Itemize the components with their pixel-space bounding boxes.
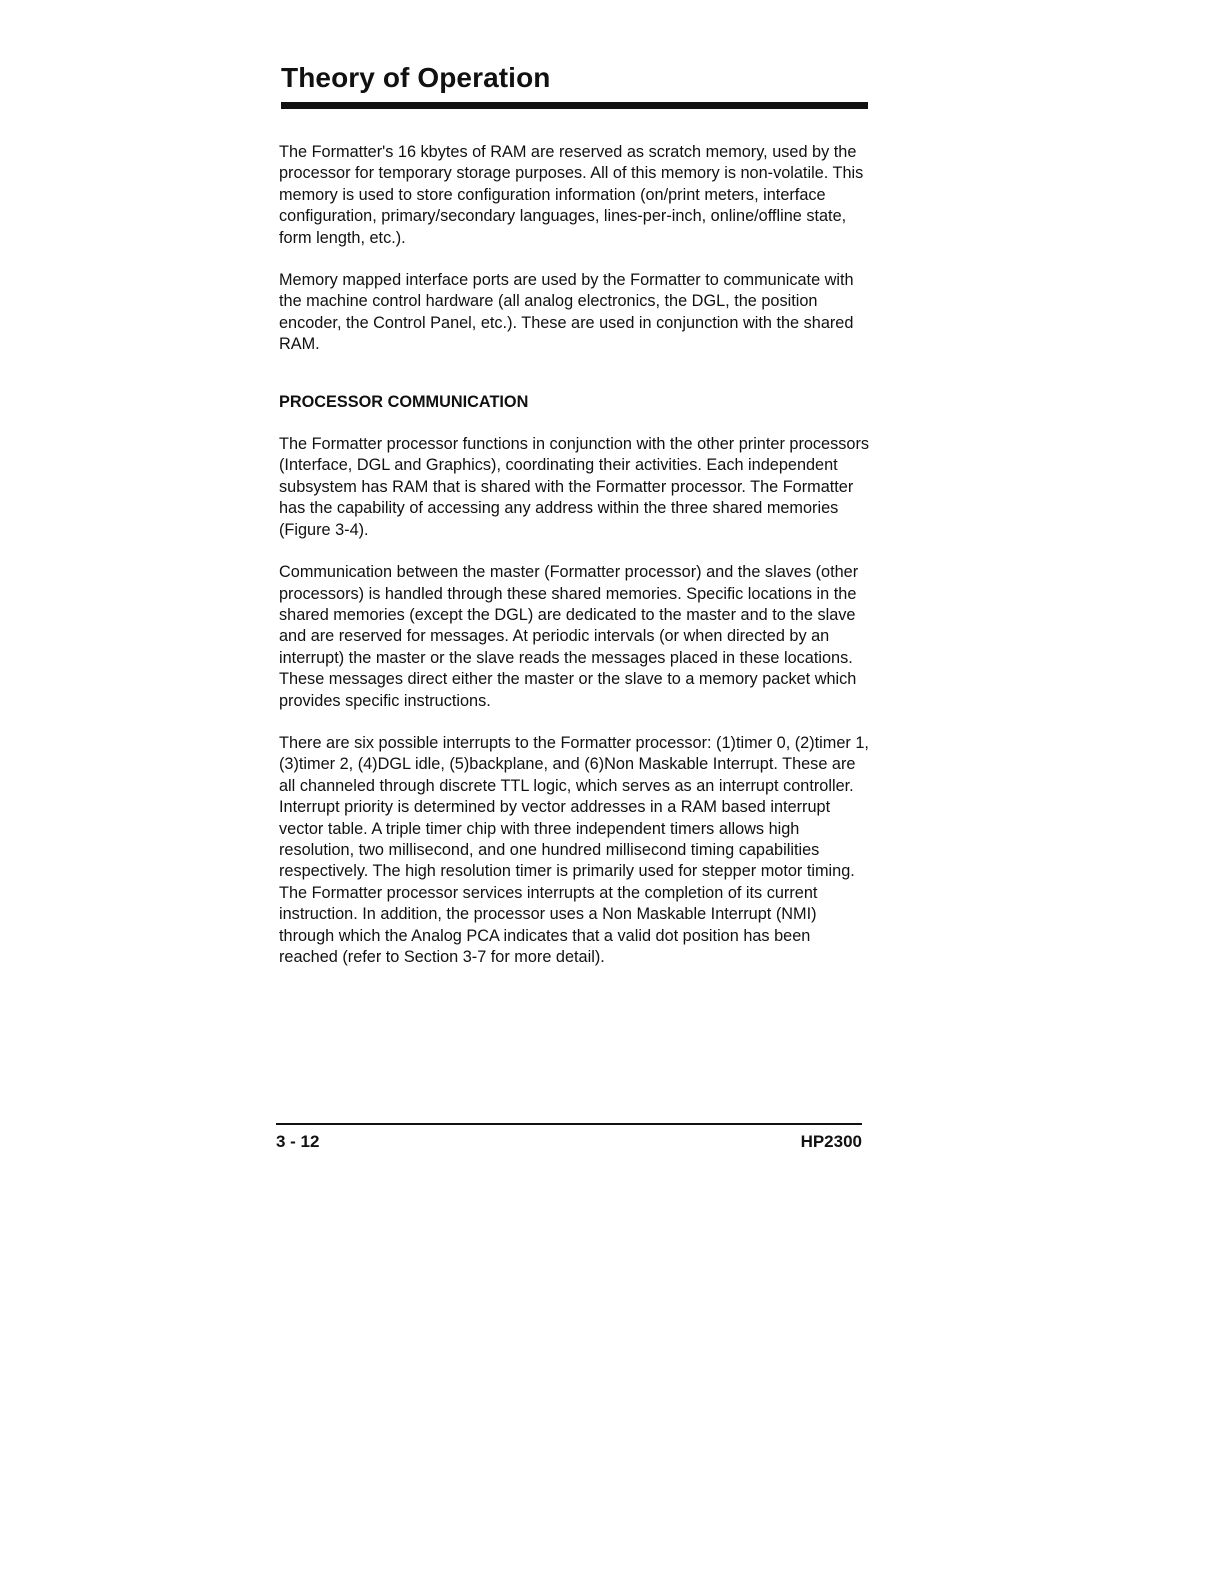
page-title: Theory of Operation: [281, 62, 551, 93]
model-name: HP2300: [800, 1132, 862, 1151]
page-number: 3 - 12: [276, 1132, 320, 1151]
page-header: [281, 60, 868, 109]
footer-row: [276, 1131, 862, 1153]
document-body: [279, 142, 869, 989]
paragraph-formatter-processor: The Formatter processor functions in conjunction with the other printer processors (Interface, DGL and Graphics), coordinating their activities. Each independent subsystem has RAM that is shared with the Formatter processor. The Formatter has the capability of accessing any address within the three shared memories (Figure 3-4).: [279, 435, 870, 539]
paragraph-ram-scratch-memory: The Formatter's 16 kbytes of RAM are reserved as scratch memory, used by the processor for temporary storage purposes. All of this memory is non-volatile. This memory is used to store configuration information (on/print meters, interface configuration, primary/secondary languages, lines-per-inch, online/offline state, form length, etc.).: [279, 143, 864, 247]
paragraph-master-slave-communication: Communication between the master (Formatter processor) and the slaves (other processors) is handled through these shared memories. Specific locations in the shared memories (except the DGL) are dedicated to the master and to the slave and are reserved for messages. At periodic intervals (or when directed by an interrupt) the master or the slave reads the messages placed in these locations. These messages direct either the master or the slave to a memory packet which provides specific instructions.: [279, 563, 859, 710]
page-footer: [276, 1123, 862, 1153]
footer-rule: [276, 1123, 862, 1125]
title-rule: [281, 102, 868, 109]
section-heading: PROCESSOR COMMUNICATION: [279, 392, 529, 411]
paragraph-memory-mapped-ports: Memory mapped interface ports are used by the Formatter to communicate with the machine control hardware (all analog electronics, the DGL, the position encoder, the Control Panel, etc.). These are used in conjunction with the shared RAM.: [279, 271, 854, 354]
paragraph-interrupts: There are six possible interrupts to the Formatter processor: (1)timer 0, (2)timer 1, (3)timer 2, (4)DGL idle, (5)backplane, and (6)Non Maskable Interrupt. These are all channeled through discrete TTL logic, which serves as an interrupt controller. Interrupt priority is determined by vector addresses in a RAM based interrupt vector table. A triple timer chip with three independent timers allows high resolution, two millisecond, and one hundred millisecond timing capabilities respectively. The high resolution timer is primarily used for stepper motor timing. The Formatter processor services interrupts at the completion of its current instruction. In addition, the processor uses a Non Maskable Interrupt (NMI) through which the Analog PCA indicates that a valid dot position has been reached (refer to Section 3-7 for more detail).: [279, 733, 869, 966]
